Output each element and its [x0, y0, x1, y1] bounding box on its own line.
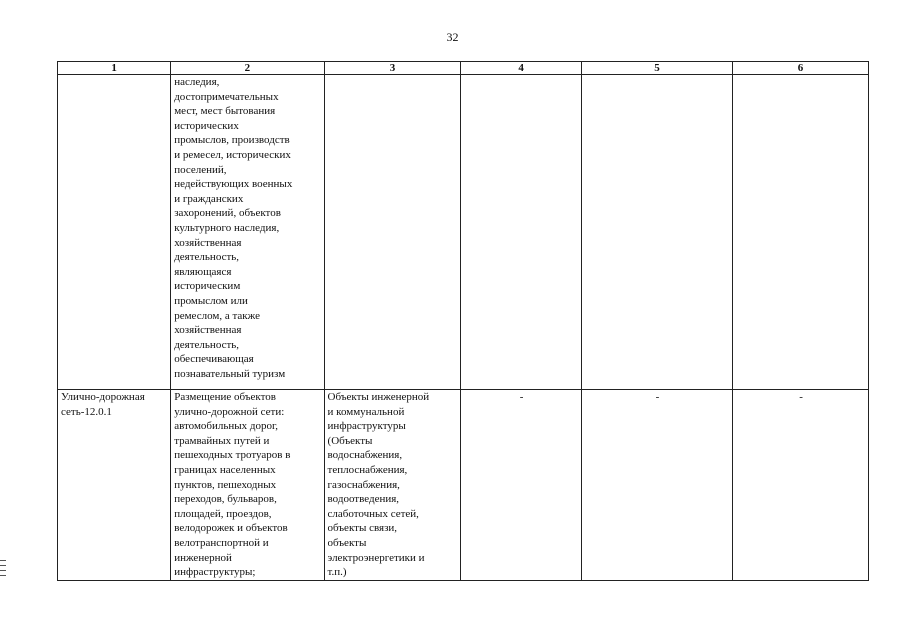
margin-mark — [0, 565, 6, 566]
table-cell-objects — [324, 75, 461, 390]
column-header-5: 5 — [581, 62, 732, 75]
table-cell-description: Размещение объектов улично-дорожной сети: автомобильных дорог, трамвайных путей и пешеходных тротуаров в границах населенных пунктов, пешеходных переходов, бульваров, площадей, проездов, велодорожек и объектов велотранспортной и инженерной инфраструктуры; — [171, 390, 324, 581]
column-header-2: 2 — [171, 62, 324, 75]
table-row — [58, 390, 869, 581]
page-number: 32 — [446, 30, 459, 44]
table-cell-col6 — [733, 75, 869, 390]
table-cell-name: Улично-дорожная сеть-12.0.1 — [58, 390, 171, 581]
table-cell-objects: Объекты инженерной и коммунальной инфраструктуры (Объекты водоснабжения, теплоснабжения, газоснабжения, водоотведения, слаботочных сетей, объекты связи, объекты электроэнергетики и т.п.) — [324, 390, 461, 581]
table-row — [58, 75, 869, 390]
table-cell-name — [58, 75, 171, 390]
margin-mark — [0, 560, 6, 561]
table-cell-col5 — [581, 75, 732, 390]
table-cell-col4 — [461, 75, 581, 390]
margin-marks — [0, 560, 6, 580]
table-header-row — [58, 62, 869, 75]
column-header-1: 1 — [58, 62, 171, 75]
column-header-4: 4 — [461, 62, 581, 75]
table-cell-col4: - — [461, 390, 581, 581]
table-cell-col6: - — [733, 390, 869, 581]
table-cell-col5: - — [581, 390, 732, 581]
column-header-6: 6 — [733, 62, 869, 75]
margin-mark — [0, 575, 6, 576]
table-cell-description: наследия, достопримечательных мест, мест бытования исторических промыслов, производств и ремесел, исторических поселений, недействующих военных и гражданских захоронений, объектов культурного наследия, хозяйственная деятельность, являющаяся историческим промыслом или ремеслом, а также хозяйственная деятельность, обеспечивающая познавательный туризм — [171, 75, 324, 390]
regulations-table — [57, 61, 869, 581]
column-header-3: 3 — [324, 62, 461, 75]
margin-mark — [0, 570, 6, 571]
